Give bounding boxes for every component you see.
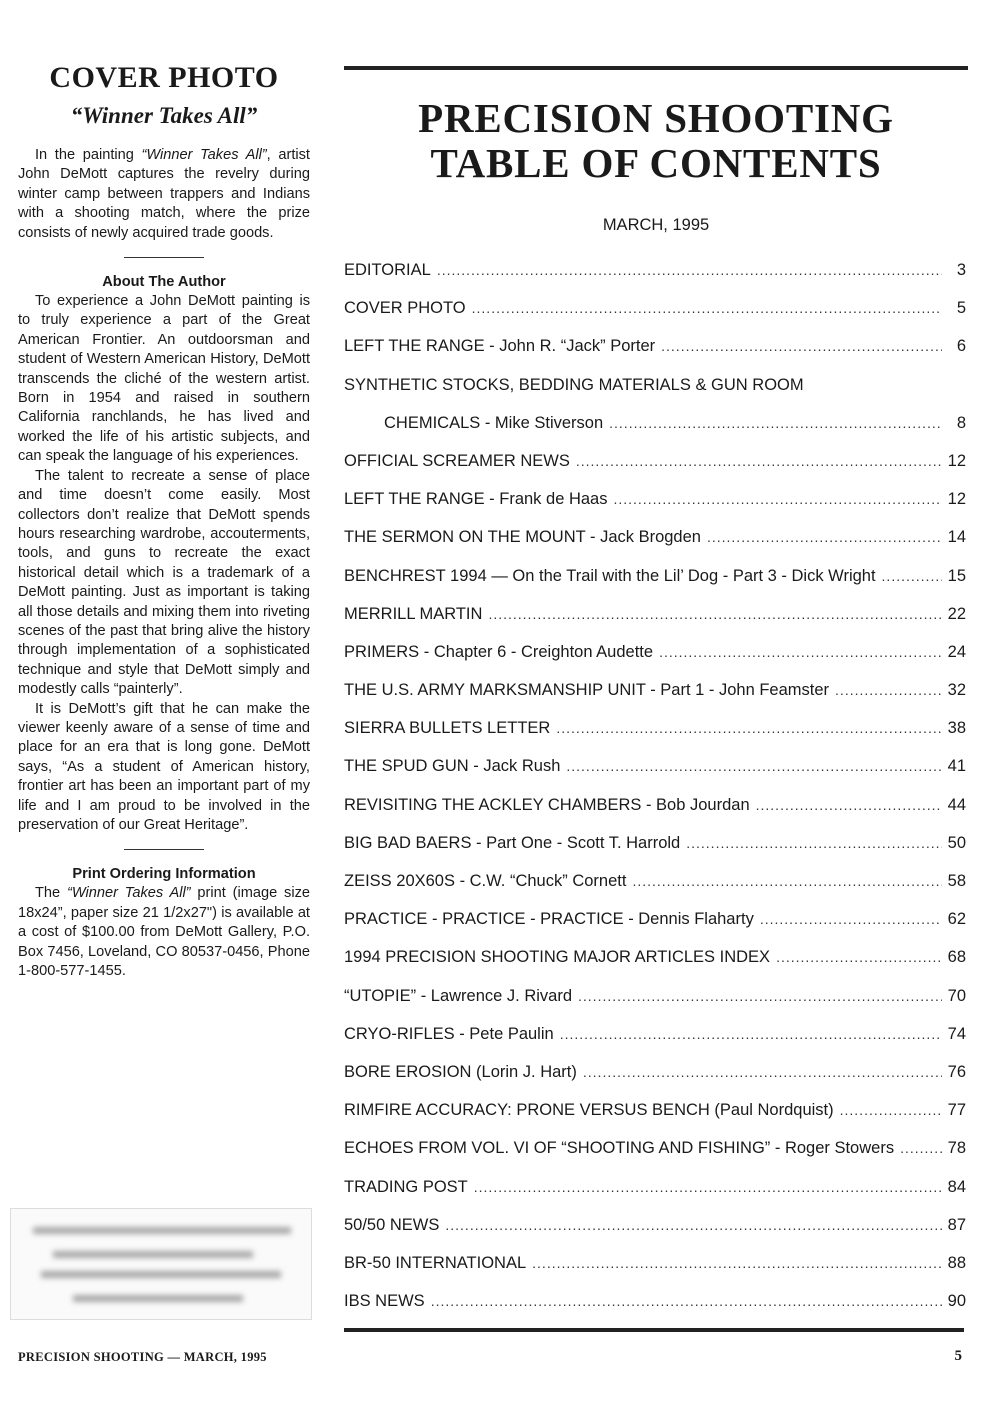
intro-before: In the painting (35, 147, 142, 163)
print-ordering-heading: Print Ordering Information (72, 866, 256, 883)
section-divider (124, 257, 204, 258)
toc-entry (344, 946, 968, 984)
toc-entry (344, 1023, 968, 1061)
toc-entry-title: CHEMICALS - Mike Stiverson (384, 413, 604, 432)
toc-entry-page: 84 (947, 1177, 966, 1196)
toc-entry-title: OFFICIAL SCREAMER NEWS (344, 451, 570, 470)
toc-entry-title: BORE EROSION (Lorin J. Hart) (344, 1062, 577, 1081)
toc-entry (344, 1137, 968, 1175)
toc-entry (344, 1290, 968, 1328)
toc-entry (344, 641, 968, 679)
footer-page-number: 5 (954, 1348, 962, 1364)
toc-dot-leader (431, 1290, 942, 1312)
cover-photo-heading: COVER PHOTO (49, 61, 279, 94)
toc-entry (344, 755, 968, 793)
toc-entry (344, 794, 968, 832)
toc-entry-title: “UTOPIE” - Lawrence J. Rivard (344, 986, 573, 1005)
toc-entry-title: SIERRA BULLETS LETTER (344, 719, 551, 738)
author-paragraph-3: It is DeMott’s gift that he can make the viewer keenly aware of a sense of time and place for an era that is long gone. DeMott says, “As a student of American history, frontier art has been an important part of my life and I am proud to be involved in the preservation of our Great Heritage”. (18, 700, 310, 833)
author-paragraph-1: To experience a John DeMott painting is to truly experience a part of the Great American Frontier. An outdoorsman and student of Western American History, DeMott transcends the cliché of the western artist. Born in 1954 and raised in southern California ranchlands, he has lived and worked the life of his artistic subjects, and can speak the language of his experiences. (18, 293, 310, 465)
toc-dot-leader (472, 297, 942, 319)
toc-dot-leader (556, 717, 942, 739)
toc-title (344, 96, 968, 186)
toc-entry-title: ECHOES FROM VOL. VI OF “SHOOTING AND FISHING” - Roger Stowers (344, 1139, 895, 1158)
toc-entry-title: RIMFIRE ACCURACY: PRONE VERSUS BENCH (Paul Nordquist) (344, 1101, 834, 1120)
toc-entry-page: 14 (947, 528, 966, 547)
intro-after: , artist John DeMott captures the revelry during winter camp between trappers and Indians with a shooting match, where the prize consists of newly acquired trade goods. (18, 147, 310, 241)
toc-entry-page: 87 (947, 1215, 966, 1234)
toc-entry-page: 3 (956, 261, 966, 279)
toc-dot-leader (609, 412, 942, 434)
toc-dot-leader (474, 1176, 942, 1198)
toc-dot-leader (707, 526, 942, 548)
toc-entry-page: 74 (947, 1024, 966, 1043)
toc-entry (344, 1099, 968, 1137)
cover-photo-subtitle: “Winner Takes All” (70, 103, 258, 128)
toc-entry (344, 526, 968, 564)
top-rule (344, 66, 968, 70)
toc-entry-page: 12 (947, 451, 966, 470)
toc-entry (344, 908, 968, 946)
toc-entry-title: BR-50 INTERNATIONAL (344, 1253, 527, 1272)
toc-entry-title: THE SPUD GUN - Jack Rush (344, 757, 561, 776)
toc-dot-leader (576, 450, 942, 472)
toc-entry-page: 78 (947, 1139, 966, 1158)
toc-entry (344, 297, 968, 335)
toc-entry (344, 717, 968, 755)
toc-entry-title: REVISITING THE ACKLEY CHAMBERS - Bob Jourdan (344, 795, 750, 814)
toc-entry-page: 50 (947, 833, 966, 852)
issue-date: MARCH, 1995 (602, 216, 710, 234)
toc-dot-leader (686, 832, 942, 854)
blurred-label-box (10, 1208, 312, 1320)
toc-dot-leader (613, 488, 942, 510)
toc-entry-page: 62 (947, 910, 966, 929)
toc-entry-page: 44 (947, 795, 966, 814)
print-before: The (35, 885, 67, 902)
toc-entry-title: 1994 PRECISION SHOOTING MAJOR ARTICLES INDEX (344, 948, 771, 967)
toc-entry-page: 41 (947, 757, 966, 776)
toc-entry-title: TRADING POST (344, 1177, 468, 1196)
intro-painting-title: “Winner Takes All” (141, 147, 267, 163)
section-divider (124, 849, 204, 850)
toc-entry-title: EDITORIAL (344, 261, 431, 279)
blurred-line (53, 1251, 253, 1258)
toc-entry (344, 412, 968, 450)
cover-intro-paragraph (18, 146, 310, 243)
toc-entry-page: 68 (947, 948, 966, 967)
print-title: “Winner Takes All” (66, 885, 191, 902)
toc-entry (344, 1214, 968, 1252)
toc-entry-page: 70 (947, 986, 966, 1005)
footer-publication: PRECISION SHOOTING — MARCH, 1995 (18, 1350, 267, 1364)
toc-dot-leader (840, 1099, 942, 1121)
toc-entry-page: 38 (947, 719, 966, 738)
toc-entry-title: PRACTICE - PRACTICE - PRACTICE - Dennis Flaharty (344, 910, 754, 929)
toc-entry-page: 15 (947, 566, 966, 585)
toc-dot-leader (583, 1061, 942, 1083)
cover-photo-column (18, 60, 310, 981)
toc-dot-leader (661, 335, 942, 357)
toc-dot-leader (776, 946, 942, 968)
toc-entry-page: 24 (947, 642, 966, 661)
author-paragraph-2: The talent to recreate a sense of place and time doesn’t come easily. Most collectors don’t realize that DeMott spends hours researching wardrobe, accouterments, tools, and guns to recreate the exact historical detail which is a trademark of a DeMott painting. Just as important is taking all those details and mixing them into riveting scenes of the past that bring alive the history through implementation of a sophisticated technique and style that DeMott simply and modestly calls “painterly”. (18, 467, 310, 698)
toc-entry-title: 50/50 NEWS (344, 1215, 440, 1234)
print-ordering-paragraph (18, 884, 310, 981)
toc-entry (344, 603, 968, 641)
toc-entry-title: PRIMERS - Chapter 6 - Creighton Audette (344, 642, 654, 661)
toc-dot-leader (760, 908, 942, 930)
toc-title-line-2: TABLE OF CONTENTS (430, 140, 882, 186)
toc-entry-page: 76 (947, 1062, 966, 1081)
toc-entry (344, 374, 968, 412)
toc-entry (344, 985, 968, 1023)
toc-entry-title: THE U.S. ARMY MARKSMANSHIP UNIT - Part 1 - John Feamster (344, 681, 830, 700)
toc-entry-page: 12 (947, 490, 966, 509)
toc-entry-page: 90 (947, 1292, 966, 1311)
toc-dot-leader (659, 641, 942, 663)
toc-title-line-1: PRECISION SHOOTING (418, 95, 894, 141)
toc-entry-page: 8 (956, 413, 966, 432)
toc-entry-title: SYNTHETIC STOCKS, BEDDING MATERIALS & GUN ROOM (344, 375, 804, 394)
toc-dot-leader (445, 1214, 942, 1236)
print-after: print (image size 18x24”, paper size 21 1/2x27") is available at a cost of $100.00 from DeMott Gallery, P.O. Box 7456, Loveland, CO 80537-0456, Phone 1-800-577-1455. (18, 885, 310, 980)
blurred-line (41, 1271, 281, 1278)
toc-entry-title: COVER PHOTO (344, 299, 466, 318)
toc-entry (344, 870, 968, 908)
about-author-heading: About The Author (102, 274, 226, 291)
toc-entry-page: 6 (956, 337, 966, 356)
toc-entry (344, 259, 968, 297)
toc-entry-page: 5 (956, 299, 966, 318)
toc-entry-page: 88 (947, 1253, 966, 1272)
toc-entry-page: 77 (947, 1101, 966, 1120)
toc-entry (344, 832, 968, 870)
toc-entry-title: LEFT THE RANGE - John R. “Jack” Porter (344, 337, 656, 356)
toc-entry-title: LEFT THE RANGE - Frank de Haas (344, 490, 608, 509)
toc-entry (344, 1176, 968, 1214)
toc-dot-leader (835, 679, 942, 701)
toc-entry-page: 22 (947, 604, 966, 623)
toc-dot-leader (578, 985, 942, 1007)
toc-entry-title: MERRILL MARTIN (344, 604, 483, 623)
toc-entry (344, 450, 968, 488)
toc-entry-title: IBS NEWS (344, 1292, 425, 1311)
toc-dot-leader (560, 1023, 942, 1045)
toc-entry (344, 1061, 968, 1099)
toc-dot-leader (532, 1252, 942, 1274)
toc-entry (344, 1252, 968, 1290)
toc-dot-leader (900, 1137, 942, 1159)
toc-entry-title: ZEISS 20X60S - C.W. “Chuck” Cornett (344, 872, 627, 890)
toc-dot-leader (437, 259, 942, 281)
toc-dot-leader (882, 565, 942, 587)
toc-entry-title: CRYO-RIFLES - Pete Paulin (344, 1024, 554, 1043)
toc-entry-title: BENCHREST 1994 — On the Trail with the Lil’ Dog - Part 3 - Dick Wright (344, 566, 876, 585)
table-of-contents (344, 259, 968, 1328)
toc-entry (344, 488, 968, 526)
toc-entry-title: THE SERMON ON THE MOUNT - Jack Brogden (344, 528, 701, 547)
blurred-line (73, 1295, 243, 1302)
toc-dot-leader (566, 755, 942, 777)
bottom-rule (344, 1328, 964, 1332)
toc-dot-leader (632, 870, 942, 892)
blurred-line (33, 1227, 291, 1234)
toc-entry (344, 565, 968, 603)
toc-entry-title: BIG BAD BAERS - Part One - Scott T. Harrold (344, 833, 681, 852)
toc-entry-page: 58 (947, 872, 966, 890)
toc-entry (344, 335, 968, 373)
toc-dot-leader (488, 603, 942, 625)
toc-entry (344, 679, 968, 717)
toc-dot-leader (756, 794, 942, 816)
toc-entry-page: 32 (947, 681, 966, 700)
